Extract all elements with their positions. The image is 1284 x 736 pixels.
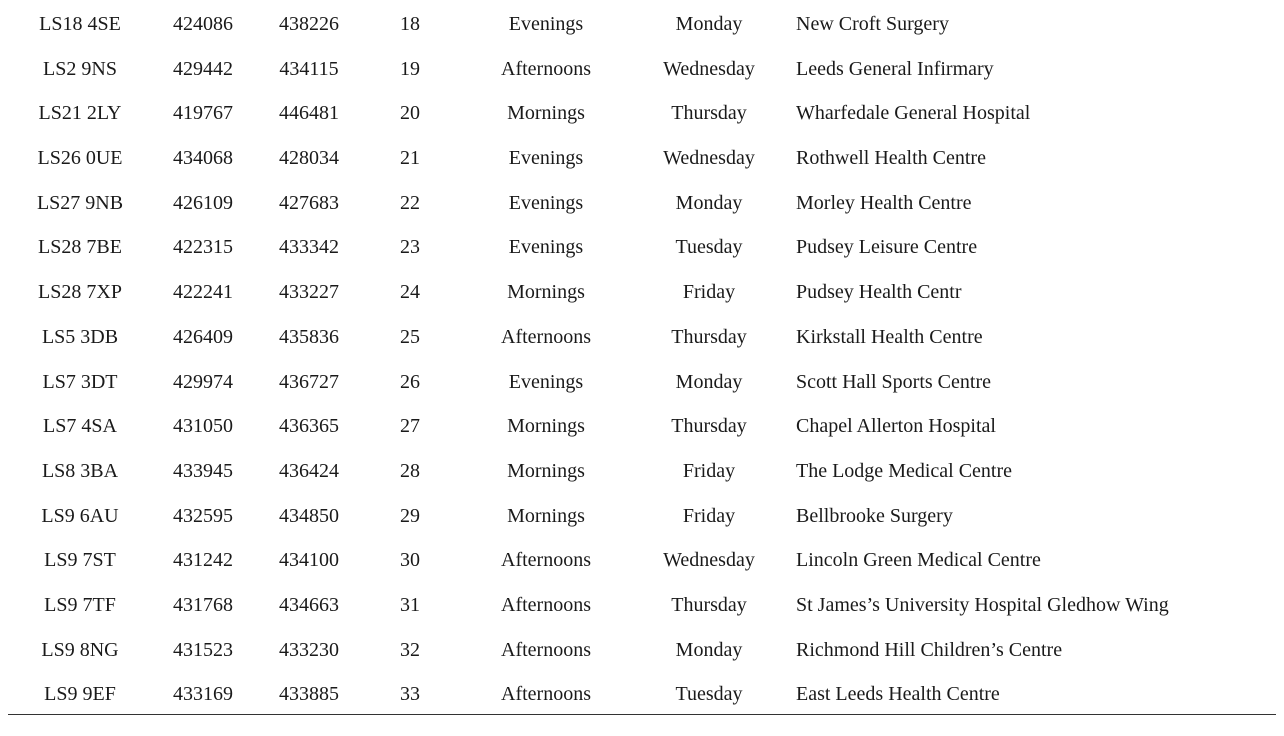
- northing-cell: 433227: [279, 281, 339, 304]
- time-cell: Mornings: [507, 459, 585, 482]
- venue-cell: Pudsey Leisure Centre: [796, 236, 978, 259]
- venue-cell: Rothwell Health Centre: [796, 147, 986, 170]
- id-cell: 20: [400, 102, 420, 125]
- day-cell: Wednesday: [663, 57, 755, 80]
- venue-cell: New Croft Surgery: [796, 13, 949, 35]
- postcode-cell: LS28 7BE: [38, 236, 122, 259]
- day-cell: Monday: [675, 191, 743, 214]
- postcode-cell: LS8 3BA: [41, 459, 119, 482]
- postcode-cell: LS9 7ST: [44, 549, 116, 572]
- day-cell: Tuesday: [675, 236, 743, 259]
- postcode-cell: LS27 9NB: [36, 191, 124, 214]
- venue-cell: Pudsey Health Centr: [796, 281, 962, 304]
- postcode-cell: LS9 6AU: [41, 504, 119, 527]
- day-cell: Monday: [675, 13, 743, 35]
- northing-cell: 434115: [279, 57, 339, 80]
- table-row: [0, 2, 1284, 47]
- easting-cell: 424086: [173, 13, 233, 35]
- easting-cell: 422241: [173, 281, 233, 304]
- day-cell: Thursday: [671, 415, 747, 438]
- postcode-cell: LS9 8NG: [41, 638, 119, 661]
- easting-cell: 434068: [173, 147, 233, 170]
- northing-cell: 434850: [279, 504, 339, 527]
- day-cell: Tuesday: [675, 683, 743, 706]
- venue-cell: Morley Health Centre: [796, 191, 972, 214]
- easting-cell: 433945: [173, 459, 233, 482]
- time-cell: Mornings: [507, 102, 585, 125]
- northing-cell: 446481: [279, 102, 339, 125]
- venue-cell: Scott Hall Sports Centre: [796, 370, 991, 393]
- easting-cell: 433169: [173, 683, 233, 706]
- postcode-cell: LS28 7XP: [38, 281, 122, 304]
- table-row: [0, 494, 1284, 539]
- day-cell: Friday: [682, 504, 736, 527]
- postcode-cell: LS7 3DT: [42, 370, 118, 393]
- easting-cell: 431242: [173, 549, 233, 572]
- table-row: [0, 583, 1284, 628]
- table-row: [0, 91, 1284, 136]
- id-cell: 19: [400, 57, 420, 80]
- id-cell: 29: [400, 504, 420, 527]
- venue-cell: Richmond Hill Children’s Centre: [796, 638, 1063, 661]
- time-cell: Afternoons: [501, 638, 591, 661]
- easting-cell: 422315: [173, 236, 233, 259]
- venue-cell: Leeds General Infirmary: [796, 57, 994, 80]
- time-cell: Afternoons: [501, 593, 591, 616]
- time-cell: Evenings: [508, 236, 584, 259]
- time-cell: Evenings: [508, 147, 584, 170]
- day-cell: Monday: [675, 370, 743, 393]
- venue-cell: The Lodge Medical Centre: [796, 459, 1013, 482]
- id-cell: 33: [400, 683, 420, 706]
- easting-cell: 429442: [173, 57, 233, 80]
- northing-cell: 436365: [279, 415, 339, 438]
- venue-cell: Lincoln Green Medical Centre: [796, 549, 1041, 572]
- table-row: [0, 136, 1284, 181]
- day-cell: Thursday: [671, 325, 747, 348]
- northing-cell: 433230: [279, 638, 339, 661]
- postcode-cell: LS7 4SA: [43, 415, 117, 438]
- venue-cell: Wharfedale General Hospital: [796, 102, 1031, 125]
- postcode-cell: LS26 0UE: [37, 147, 123, 170]
- venue-cell: Kirkstall Health Centre: [796, 325, 983, 348]
- northing-cell: 427683: [279, 191, 339, 214]
- time-cell: Evenings: [508, 370, 584, 393]
- postcode-cell: LS9 9EF: [44, 683, 116, 706]
- postcode-cell: LS18 4SE: [39, 13, 121, 35]
- table-bottom-rule: [8, 714, 1276, 715]
- postcode-cell: LS21 2LY: [38, 102, 122, 125]
- time-cell: Afternoons: [501, 549, 591, 572]
- time-cell: Mornings: [507, 415, 585, 438]
- id-cell: 28: [400, 459, 420, 482]
- northing-cell: 434100: [279, 549, 339, 572]
- table-row: [0, 270, 1284, 315]
- venue-cell: St James’s University Hospital Gledhow Wing: [796, 593, 1169, 616]
- day-cell: Friday: [682, 459, 736, 482]
- day-cell: Wednesday: [663, 147, 755, 170]
- easting-cell: 431523: [173, 638, 233, 661]
- easting-cell: 432595: [173, 504, 233, 527]
- day-cell: Thursday: [671, 593, 747, 616]
- table-row: [0, 315, 1284, 360]
- postcode-cell: LS2 9NS: [43, 57, 117, 80]
- id-cell: 32: [400, 638, 420, 661]
- easting-cell: 431050: [173, 415, 233, 438]
- time-cell: Afternoons: [501, 683, 591, 706]
- table-row: [0, 225, 1284, 270]
- time-cell: Mornings: [507, 281, 585, 304]
- easting-cell: 431768: [173, 593, 233, 616]
- time-cell: Afternoons: [501, 57, 591, 80]
- id-cell: 30: [400, 549, 420, 572]
- id-cell: 18: [400, 13, 420, 35]
- northing-cell: 438226: [279, 13, 339, 35]
- id-cell: 21: [400, 147, 420, 170]
- northing-cell: 436727: [279, 370, 339, 393]
- northing-cell: 436424: [279, 459, 339, 482]
- clinic-table: [0, 2, 1284, 717]
- id-cell: 23: [400, 236, 420, 259]
- venue-cell: Chapel Allerton Hospital: [796, 415, 996, 438]
- table-row: [0, 47, 1284, 92]
- table-row: [0, 628, 1284, 673]
- table-row: [0, 181, 1284, 226]
- postcode-cell: LS5 3DB: [41, 325, 119, 348]
- table-row: [0, 404, 1284, 449]
- time-cell: Evenings: [508, 13, 584, 35]
- easting-cell: 426409: [173, 325, 233, 348]
- id-cell: 24: [400, 281, 420, 304]
- time-cell: Mornings: [507, 504, 585, 527]
- day-cell: Friday: [682, 281, 736, 304]
- id-cell: 27: [400, 415, 420, 438]
- northing-cell: 434663: [279, 593, 339, 616]
- id-cell: 22: [400, 191, 420, 214]
- table-row: [0, 672, 1284, 717]
- day-cell: Thursday: [671, 102, 747, 125]
- time-cell: Afternoons: [501, 325, 591, 348]
- easting-cell: 419767: [173, 102, 233, 125]
- easting-cell: 426109: [173, 191, 233, 214]
- easting-cell: 429974: [173, 370, 233, 393]
- northing-cell: 433885: [279, 683, 339, 706]
- id-cell: 26: [400, 370, 420, 393]
- id-cell: 31: [400, 593, 420, 616]
- id-cell: 25: [400, 325, 420, 348]
- northing-cell: 433342: [279, 236, 339, 259]
- venue-cell: Bellbrooke Surgery: [796, 504, 953, 527]
- postcode-cell: LS9 7TF: [44, 593, 116, 616]
- table-row: [0, 538, 1284, 583]
- northing-cell: 428034: [279, 147, 339, 170]
- time-cell: Evenings: [508, 191, 584, 214]
- day-cell: Monday: [675, 638, 743, 661]
- day-cell: Wednesday: [663, 549, 755, 572]
- venue-cell: East Leeds Health Centre: [796, 683, 1000, 706]
- table-row: [0, 449, 1284, 494]
- table-row: [0, 360, 1284, 405]
- northing-cell: 435836: [279, 325, 339, 348]
